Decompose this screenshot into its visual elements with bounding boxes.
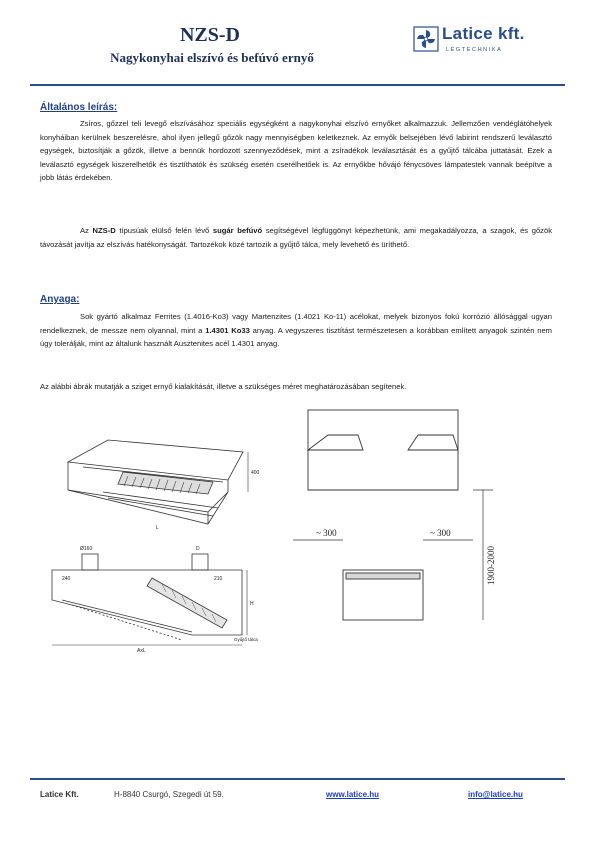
material-p1-a: Sok gyártó alkalmaz Ferrites (1.4016-Ko3) vagy Martenzites (1.4021 Ko-11) acélokat, melyek bizonyos fokú korrózió állósággal ugyan rendelkeznek, de messze nem olyannal, mint a [40, 312, 552, 335]
footer-address: H-8840 Csurgó, Szegedi út 59. [114, 790, 224, 799]
footer-company: Latice Kft. [40, 790, 79, 799]
logo-name: Latice kft. [442, 24, 525, 43]
side-dim-right: ~ 300 [430, 528, 451, 538]
material-p1-b: anyag. A vegyszeres tisztítást természetesen a korábban említett anyagok szintén nem úgy tolerálják, mint az általunk használt Ausztenites acél 1.4301 anyag. [40, 325, 552, 349]
document-title: NZS-D [179, 24, 240, 46]
general-p2-model: NZS-D [92, 226, 116, 235]
footer-website-link[interactable]: www.latice.hu [326, 790, 380, 799]
header-divider [30, 84, 565, 86]
section-dim-axl: AxL [137, 648, 146, 654]
hood-section-drawing [42, 540, 272, 655]
hood-installation-drawing [288, 410, 503, 620]
section-label-tray: Gyűjtő tálca [234, 637, 258, 642]
section-dim-h: H [250, 601, 254, 607]
material-paragraph-2 [40, 380, 552, 394]
material-p1-bold: 1.4301 Ko33 [205, 325, 250, 335]
general-p2-prefix: Az [80, 226, 93, 235]
footer-divider [30, 778, 565, 780]
fan-icon [414, 27, 438, 51]
section-dim-d: D [196, 546, 200, 552]
general-paragraph-1 [40, 117, 552, 185]
section-dim-240: 240 [62, 576, 71, 582]
general-paragraph-2 [40, 224, 552, 251]
section-dim-210: 210 [214, 576, 223, 582]
company-logo [414, 24, 554, 64]
general-p2-mid: típusúak elülső felén lévő [115, 226, 213, 235]
iso-dim-length: L [156, 525, 159, 531]
side-dim-height: 1900-2000 [486, 546, 496, 585]
section-dim-d160: Ø160 [80, 546, 93, 552]
logo-tagline: LÉGTECHNIKA [446, 47, 503, 53]
general-p2-rest: segítségével légfüggönyt képezhetünk, ami megakadályozza, a szagok, és gőzök távozását javítja az elszívás hatékonyságát. Tartozékok közé tartozik a gyűjtő tálca, mely levehető és üríthető. [40, 226, 552, 249]
section-heading-general: Általános leírás: [40, 102, 118, 113]
hood-isometric-drawing [48, 432, 258, 532]
material-p2-text: Az alábbi ábrák mutatják a sziget ernyő kialakítását, illetve a szükséges méret meghatározásában segítenek. [40, 382, 407, 391]
general-p2-bold: sugár befúvó [212, 226, 263, 235]
document-subtitle: Nagykonyhai elszívó és befúvó ernyő [110, 50, 314, 65]
iso-dim-height: 400 [251, 470, 260, 476]
general-paragraph-1-text: Zsíros, gőzzel teli levegő elszívásához speciális egységként a nagykonyhai elszívó ernyőket alkalmazzuk. Jellemzően vendéglátóhelyek konyháiban kerülnek beszerelésre, ahol ilyen jellegű gőzök nagy mennyiségben keletkeznek. Az ernyők belsejében lévő labirint rendszerű leválasztó egységek, biztosítják a gőzök, illetve a bennük hordozott szennyeződések, mint a zsíradékok leválasztását és a gyűjtő tálcába juttatását. Ezek a leválasztó egységek kiszerelhetők és tisztíthatók és szükség esetén cserélhetőek is. Az ernyőkbe hővájó fénycsöves lámpatestek vannak beépítve a jobb látás érdekében. [40, 119, 552, 183]
side-dim-left: ~ 300 [316, 528, 337, 538]
material-paragraph-1 [40, 310, 552, 351]
section-heading-material: Anyaga: [40, 294, 80, 305]
footer-email-link[interactable]: info@latice.hu [468, 790, 523, 799]
